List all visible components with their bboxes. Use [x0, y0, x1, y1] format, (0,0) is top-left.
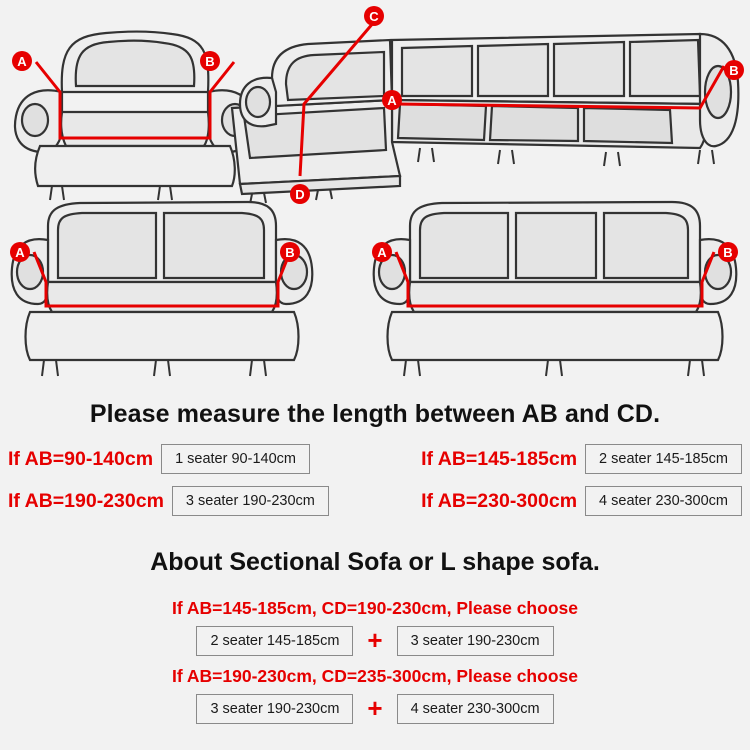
- figure-two-seater: [12, 202, 313, 376]
- combo-option: [0, 666, 750, 724]
- size-guide: [0, 444, 750, 528]
- sectional-combinations: [0, 598, 750, 734]
- sectional-subheading: About Sectional Sofa or L shape sofa.: [150, 548, 600, 576]
- marker-a-sectional: [382, 90, 402, 110]
- combo-condition: If AB=190-230cm, CD=235-300cm, Please choose: [172, 666, 578, 686]
- size-chip[interactable]: 2 seater 145-185cm: [585, 444, 742, 474]
- marker-a-one-seater: [12, 51, 32, 71]
- svg-text:D: D: [295, 187, 305, 202]
- size-condition: If AB=90-140cm: [8, 447, 154, 470]
- svg-text:B: B: [723, 245, 733, 260]
- size-condition: If AB=230-300cm: [421, 489, 578, 512]
- plus-icon: +: [367, 693, 383, 723]
- combo-chips: [0, 694, 750, 724]
- svg-text:A: A: [17, 54, 27, 69]
- size-condition: If AB=190-230cm: [8, 489, 164, 512]
- size-option-1-seater: [8, 444, 310, 474]
- marker-c-sectional: [364, 6, 384, 26]
- combo-condition: If AB=145-185cm, CD=190-230cm, Please choose: [172, 598, 578, 618]
- marker-d-sectional: [290, 184, 310, 204]
- size-row: [8, 486, 742, 516]
- svg-text:C: C: [369, 9, 379, 24]
- size-row: [8, 444, 742, 474]
- combo-option: [0, 598, 750, 656]
- combo-chip-first[interactable]: 3 seater 190-230cm: [196, 694, 353, 724]
- combo-chip-first[interactable]: 2 seater 145-185cm: [196, 626, 353, 656]
- plus-icon: +: [367, 625, 383, 655]
- combo-chip-second[interactable]: 4 seater 230-300cm: [397, 694, 554, 724]
- size-chip[interactable]: 3 seater 190-230cm: [172, 486, 329, 516]
- svg-text:B: B: [205, 54, 215, 69]
- size-option-3-seater: [8, 486, 329, 516]
- svg-text:A: A: [15, 245, 25, 260]
- size-option-4-seater: [421, 486, 742, 516]
- size-condition: If AB=145-185cm: [421, 447, 578, 470]
- svg-text:A: A: [387, 93, 397, 108]
- size-chip[interactable]: 4 seater 230-300cm: [585, 486, 742, 516]
- marker-b-one-seater: [200, 51, 220, 71]
- measure-headline: Please measure the length between AB and CD.: [89, 400, 661, 428]
- marker-b-two-seater: [280, 242, 300, 262]
- svg-text:B: B: [729, 63, 739, 78]
- combo-chips: [0, 626, 750, 656]
- svg-text:A: A: [377, 245, 387, 260]
- combo-chip-second[interactable]: 3 seater 190-230cm: [397, 626, 554, 656]
- figure-three-seater: [374, 202, 737, 376]
- marker-b-sectional: [724, 60, 744, 80]
- figure-sectional: [232, 34, 738, 204]
- marker-a-two-seater: [10, 242, 30, 262]
- size-option-2-seater: [421, 444, 742, 474]
- marker-a-three-seater: [372, 242, 392, 262]
- size-chip[interactable]: 1 seater 90-140cm: [161, 444, 310, 474]
- marker-b-three-seater: [718, 242, 738, 262]
- svg-text:B: B: [285, 245, 295, 260]
